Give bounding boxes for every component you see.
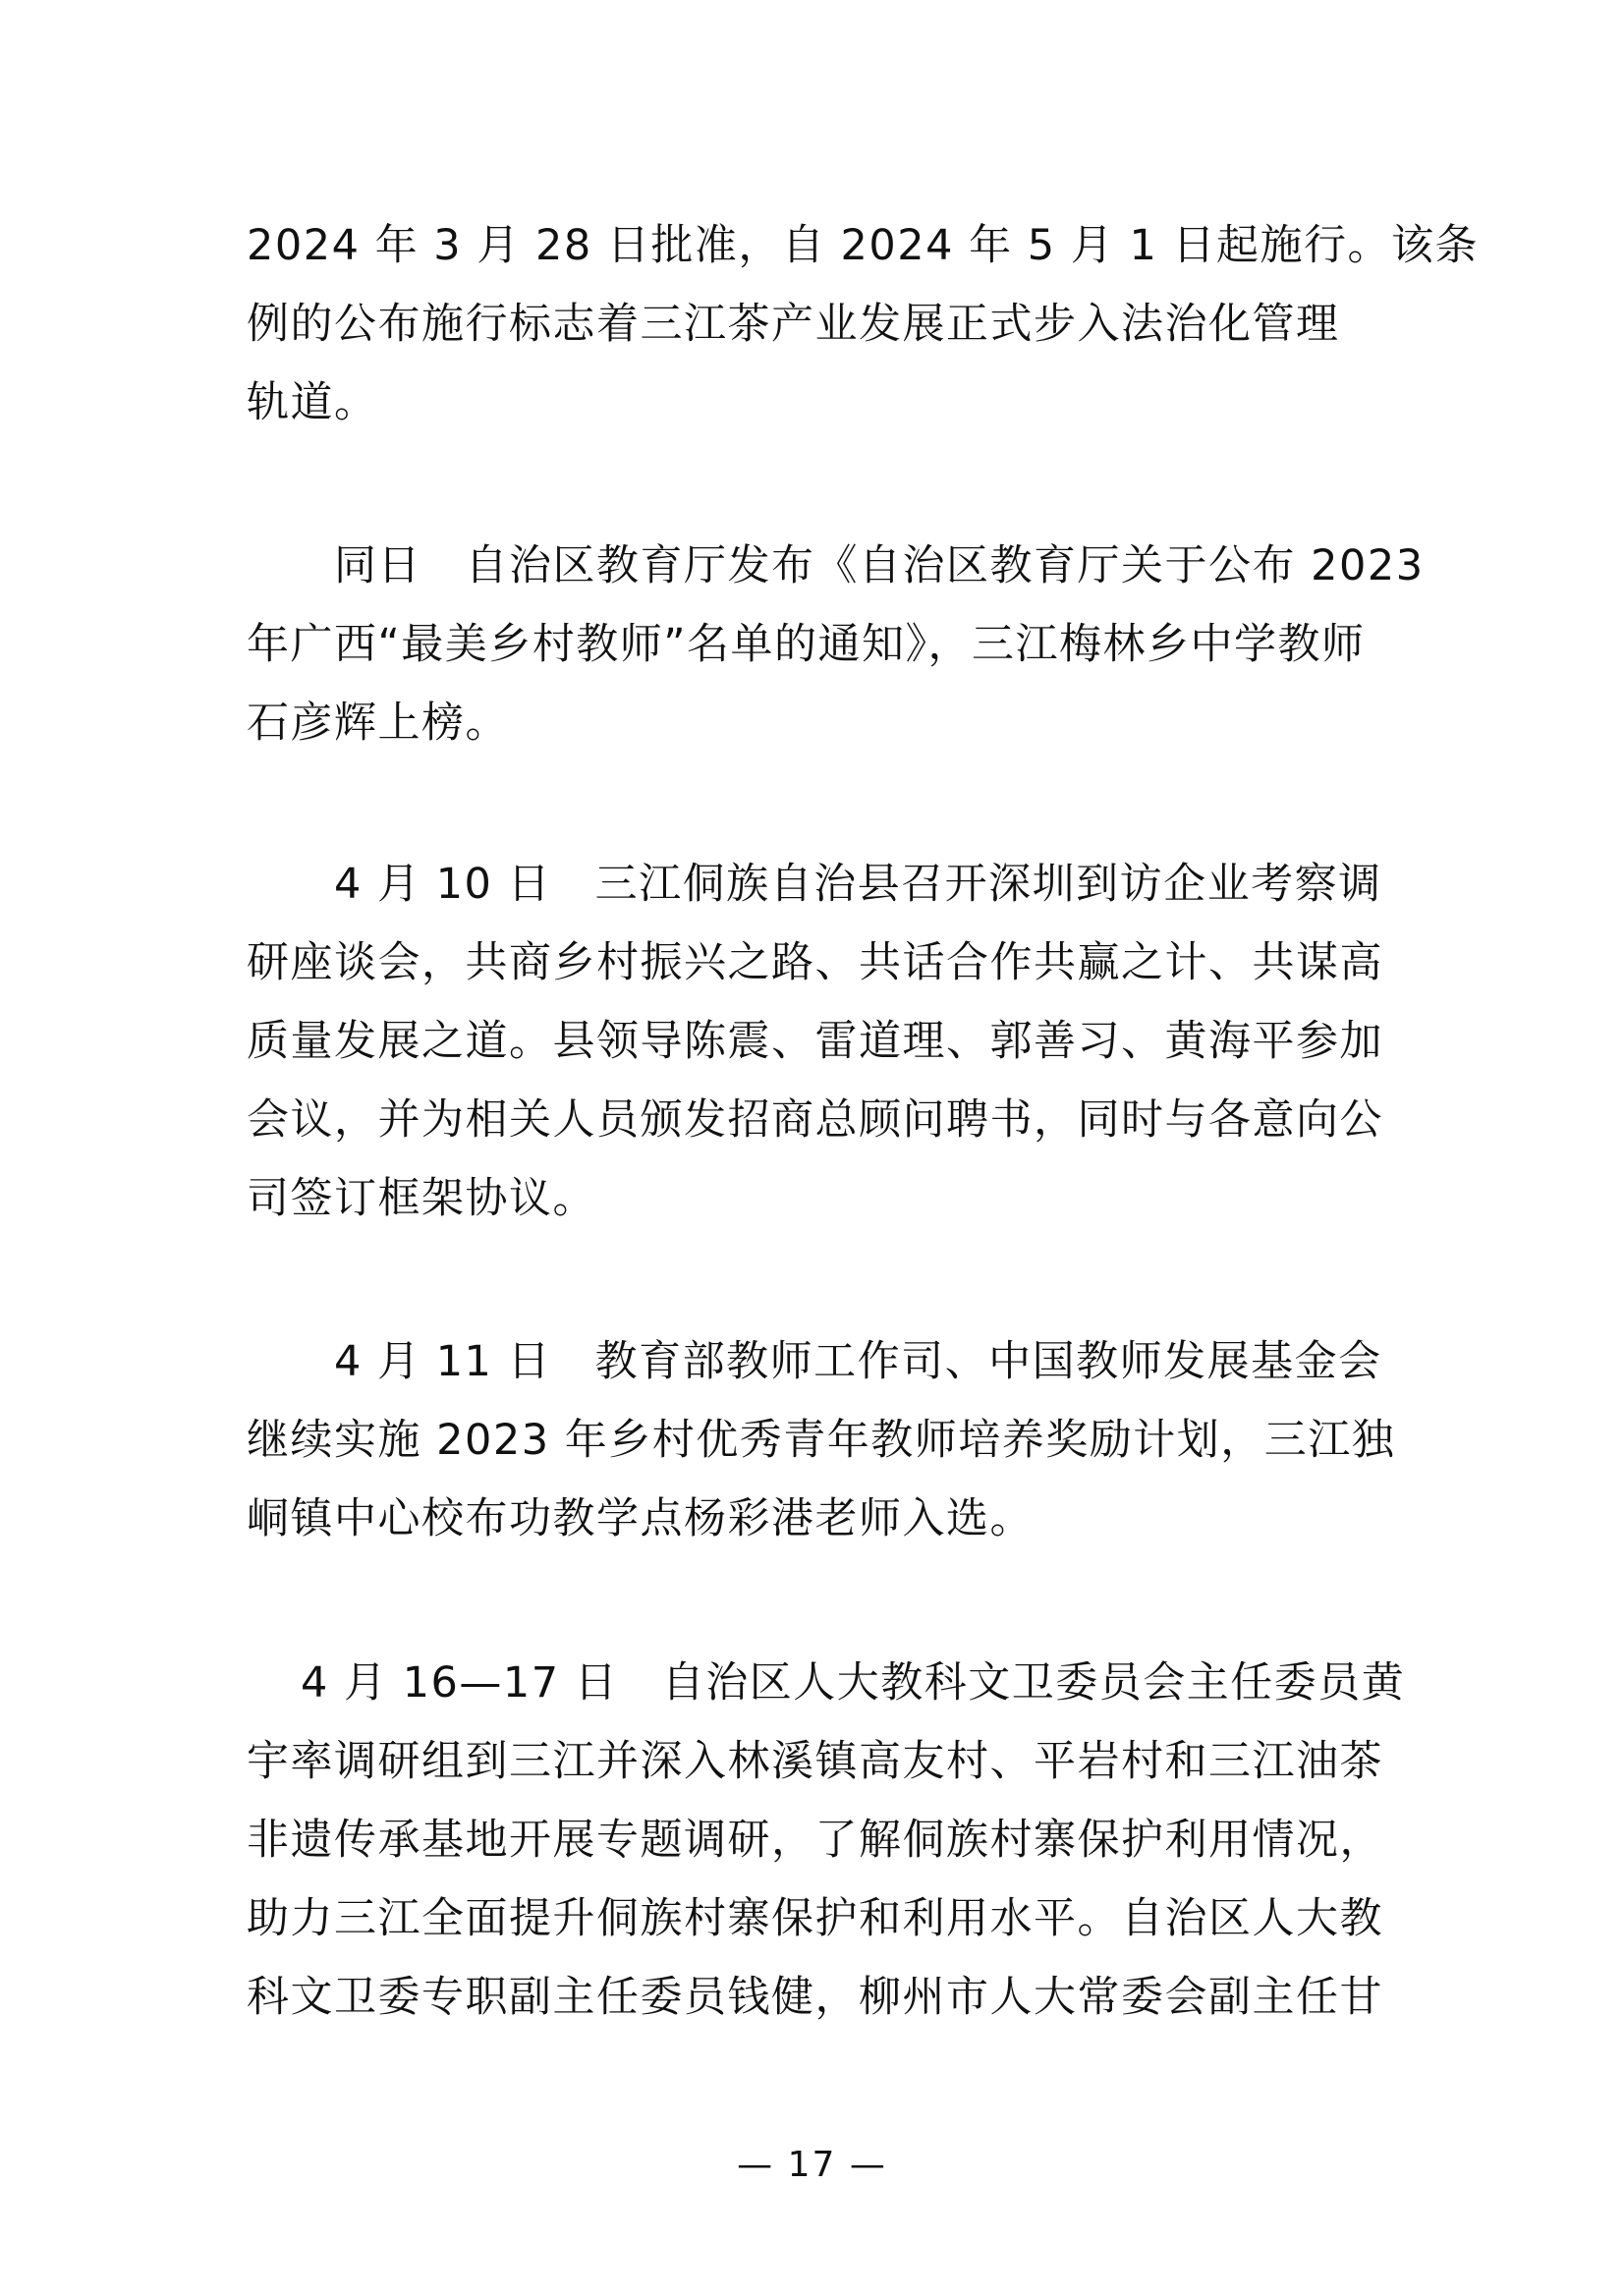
- paragraph-3-line-3: 质量发展之道。县领导陈震、雷道理、郭善习、黄海平参加: [247, 1017, 1383, 1066]
- paragraph-1-line-1: 2024 年 3 月 28 日批准，自 2024 年 5 月 1 日起施行。该条: [247, 221, 1480, 270]
- paragraph-1-line-3: 轨道。: [247, 378, 378, 427]
- paragraph-3-line-5: 司签订框架协议。: [247, 1174, 596, 1223]
- paragraph-3-line-2: 研座谈会，共商乡村振兴之路、共话合作共赢之计、共谋高: [247, 938, 1383, 987]
- page-number: — 17 —: [737, 2145, 887, 2185]
- paragraph-4-line-3: 峒镇中心校布功教学点杨彩港老师入选。: [247, 1494, 1034, 1543]
- paragraph-3-line-1: 4 月 10 日 三江侗族自治县召开深圳到访企业考察调: [334, 860, 1382, 909]
- paragraph-3-line-4: 会议，并为相关人员颁发招商总顾问聘书，同时与各意向公: [247, 1095, 1383, 1145]
- paragraph-2-line-2: 年广西“最美乡村教师”名单的通知》，三江梅林乡中学教师: [247, 620, 1366, 669]
- paragraph-5-line-2: 宇率调研组到三江并深入林溪镇高友村、平岩村和三江油茶: [247, 1737, 1383, 1786]
- paragraph-5-line-3: 非遗传承基地开展专题调研，了解侗族村寨保护利用情况，: [247, 1816, 1383, 1865]
- paragraph-5-line-5: 科文卫委专职副主任委员钱健，柳州市人大常委会副主任甘: [247, 1973, 1383, 2022]
- paragraph-2-line-1: 同日 自治区教育厅发布《自治区教育厅关于公布 2023: [334, 541, 1425, 590]
- paragraph-4-line-1: 4 月 11 日 教育部教师工作司、中国教师发展基金会: [334, 1337, 1382, 1386]
- paragraph-5-line-1: 4 月 16—17 日 自治区人大教科文卫委员会主任委员黄: [301, 1658, 1406, 1708]
- paragraph-1-line-2: 例的公布施行标志着三江茶产业发展正式步入法治化管理: [247, 300, 1340, 349]
- paragraph-2-line-3: 石彦辉上榜。: [247, 699, 509, 748]
- paragraph-5-line-4: 助力三江全面提升侗族村寨保护和利用水平。自治区人大教: [247, 1894, 1383, 1943]
- paragraph-4-line-2: 继续实施 2023 年乡村优秀青年教师培养奖励计划，三江独: [247, 1416, 1396, 1465]
